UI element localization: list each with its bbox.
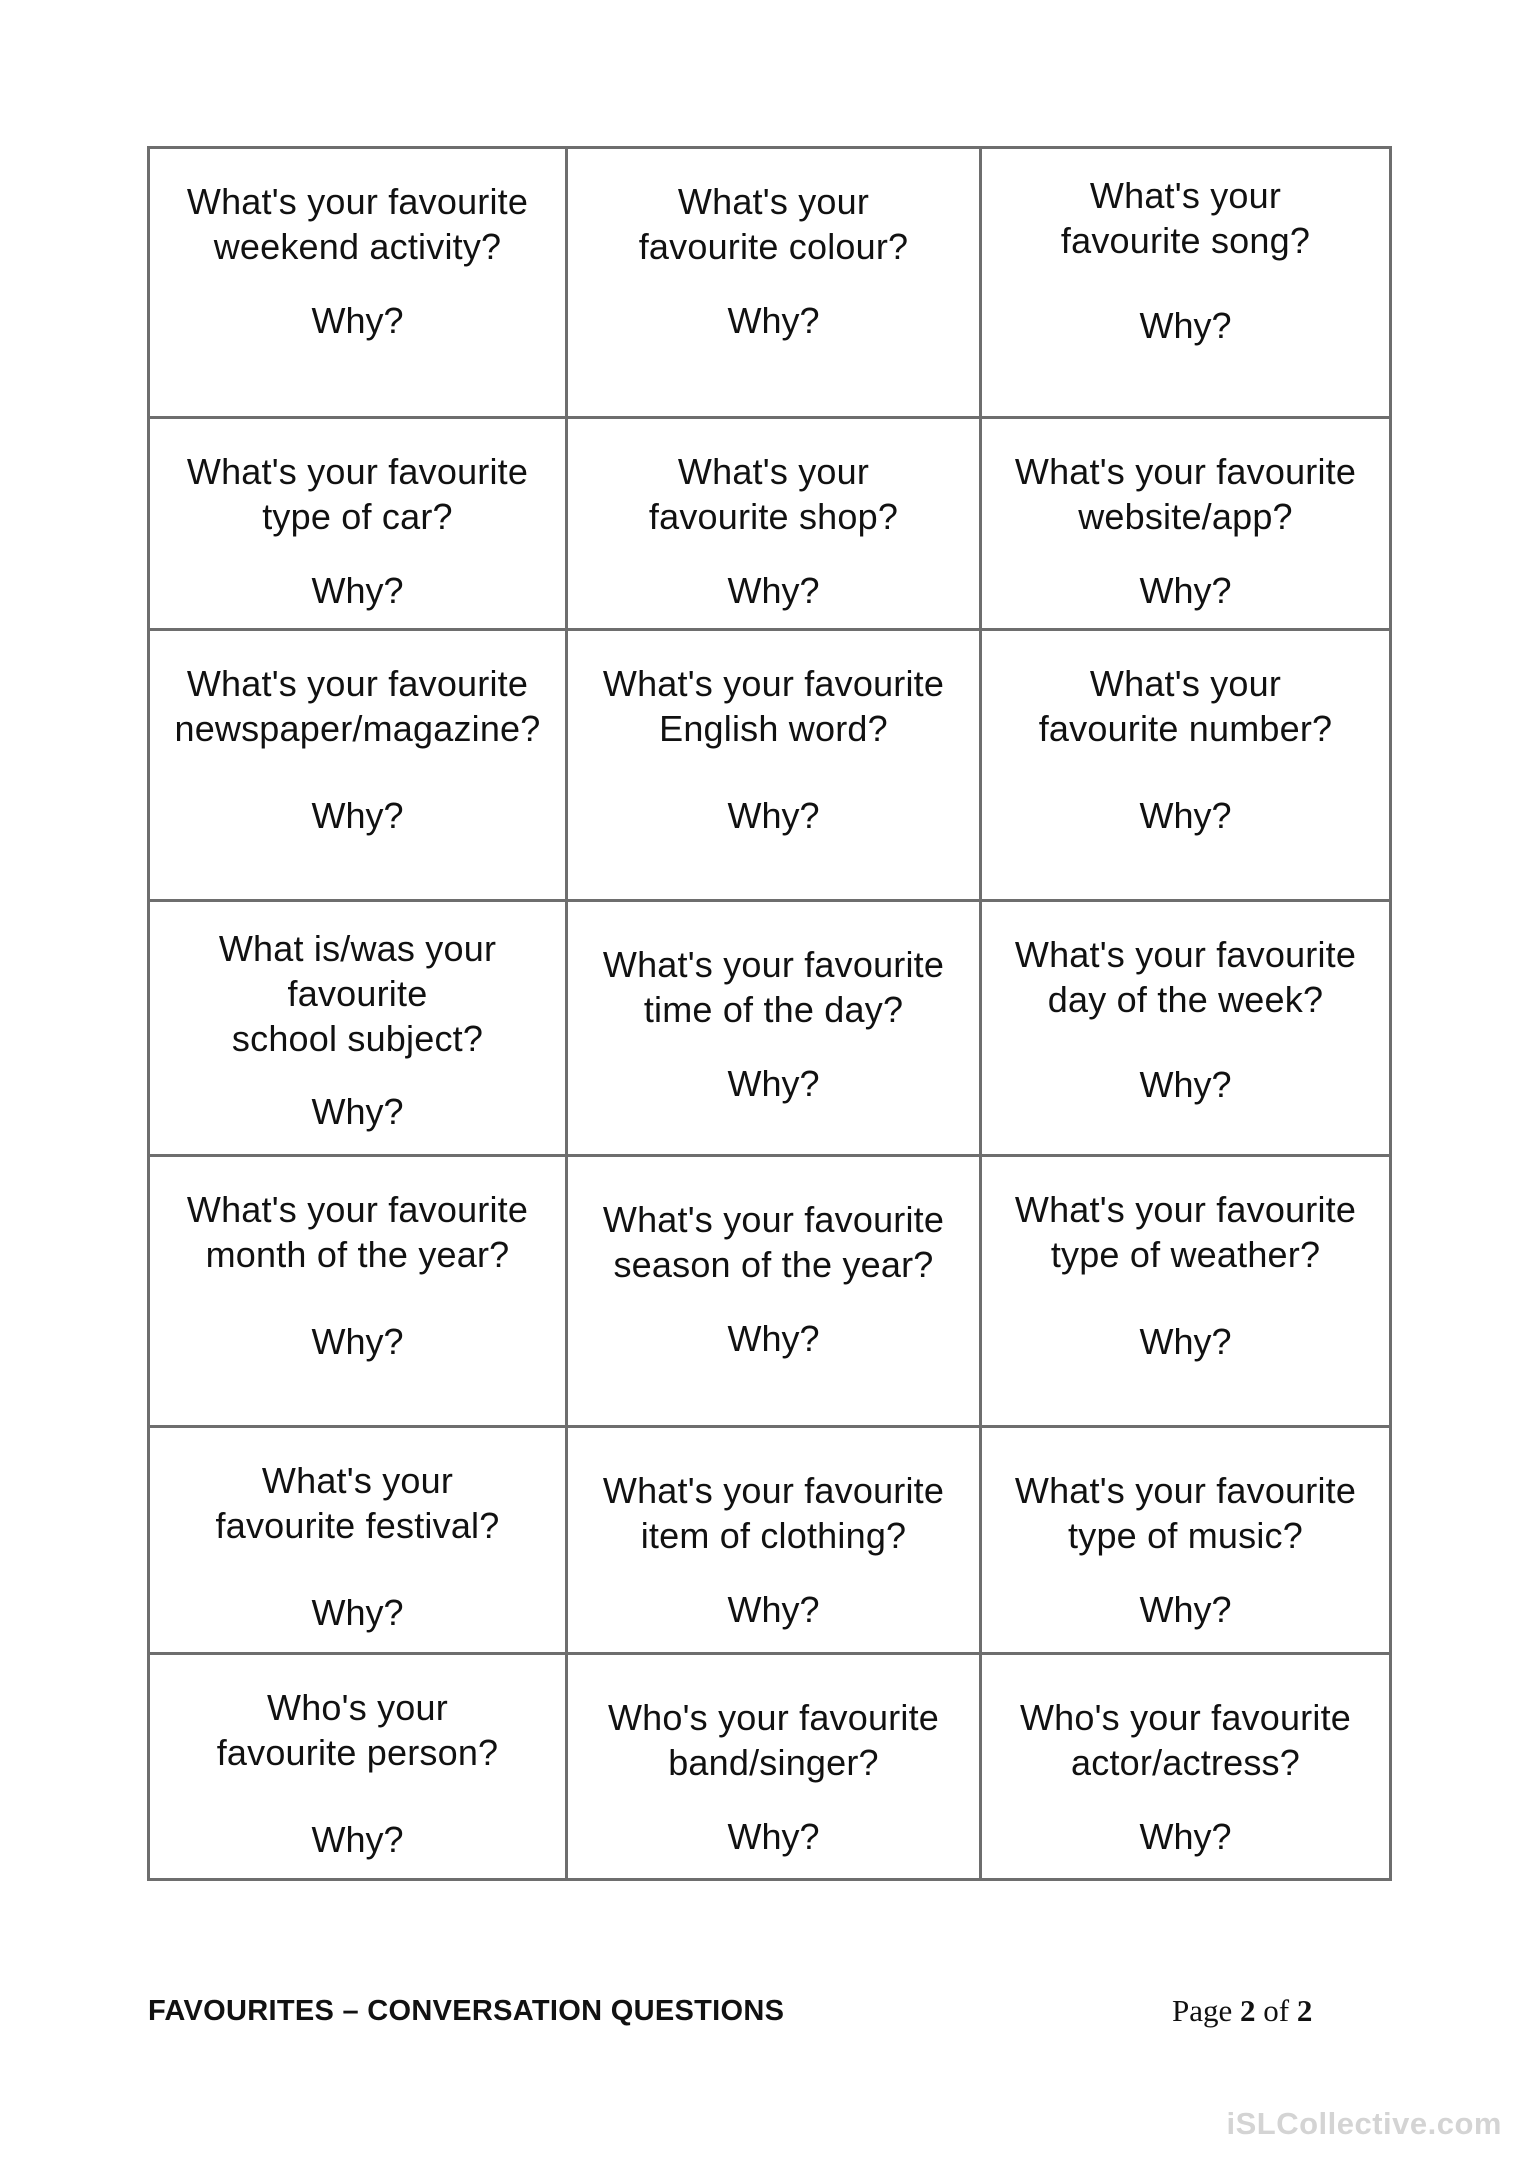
question-card: [150, 902, 568, 1157]
page-current: 2: [1240, 1993, 1256, 2028]
card-question: What's your favourite type of weather?: [1014, 1189, 1357, 1275]
question-card: [982, 1157, 1389, 1428]
question-card: [150, 1157, 568, 1428]
question-card-grid: [147, 146, 1392, 1881]
page-total: 2: [1296, 1993, 1313, 2028]
question-card: [568, 1655, 982, 1878]
question-card: [982, 1428, 1389, 1655]
question-card: [150, 149, 568, 419]
question-card: [568, 1428, 982, 1655]
card-question: Who's your favourite band/singer?: [607, 1697, 939, 1783]
card-why: Why?: [1139, 1321, 1232, 1362]
footer-page-number: [1172, 1993, 1312, 2029]
card-why: Why?: [727, 1589, 820, 1630]
card-question: What's your favourite weekend activity?: [186, 181, 529, 267]
card-why: Why?: [311, 570, 404, 611]
card-why: Why?: [727, 1318, 820, 1359]
card-question: What's your favourite shop?: [648, 451, 899, 537]
question-card: [568, 902, 982, 1157]
card-question: Who's your favourite person?: [216, 1687, 499, 1773]
question-card: [982, 419, 1389, 631]
question-card: [150, 1655, 568, 1878]
card-question: What's your favourite type of car?: [186, 451, 529, 537]
card-why: Why?: [311, 1091, 404, 1132]
card-why: Why?: [727, 1063, 820, 1104]
question-card: [568, 419, 982, 631]
card-question: What's your favourite type of music?: [1014, 1470, 1357, 1556]
card-question: What's your favourite song?: [1060, 175, 1311, 261]
card-question: What's your favourite newspaper/magazine?: [174, 663, 541, 749]
question-card: [150, 631, 568, 902]
card-question: What's your favourite time of the day?: [602, 944, 945, 1030]
question-card: [982, 1655, 1389, 1878]
footer-document-title: FAVOURITES – CONVERSATION QUESTIONS: [148, 1995, 785, 2027]
card-why: Why?: [1139, 570, 1232, 611]
card-why: Why?: [1139, 795, 1232, 836]
card-why: Why?: [1139, 1816, 1232, 1857]
card-question: Who's your favourite actor/actress?: [1019, 1697, 1351, 1783]
question-card: [982, 631, 1389, 902]
question-card: [982, 149, 1389, 419]
question-card: [982, 902, 1389, 1157]
card-why: Why?: [311, 795, 404, 836]
card-why: Why?: [727, 795, 820, 836]
card-question: What's your favourite item of clothing?: [602, 1470, 945, 1556]
card-question: What's your favourite month of the year?: [186, 1189, 529, 1275]
card-question: What's your favourite day of the week?: [1014, 934, 1357, 1020]
question-card: [568, 149, 982, 419]
card-why: Why?: [1139, 1589, 1232, 1630]
card-question: What's your favourite English word?: [602, 663, 945, 749]
card-question: What's your favourite colour?: [638, 181, 909, 267]
page-of: of: [1263, 1993, 1290, 2028]
card-why: Why?: [1139, 305, 1232, 346]
card-why: Why?: [311, 1592, 404, 1633]
site-watermark: iSLCollective.com: [1226, 2106, 1502, 2141]
card-question: What's your favourite festival?: [215, 1460, 500, 1546]
card-question: What's your favourite website/app?: [1014, 451, 1357, 537]
card-question: What is/was your favourite school subject?: [218, 928, 497, 1059]
card-why: Why?: [311, 1321, 404, 1362]
card-why: Why?: [727, 570, 820, 611]
card-why: Why?: [1139, 1064, 1232, 1105]
card-why: Why?: [311, 1819, 404, 1860]
card-question: What's your favourite season of the year?: [602, 1199, 945, 1285]
question-card: [150, 419, 568, 631]
card-why: Why?: [727, 300, 820, 341]
page-label: Page: [1172, 1993, 1233, 2028]
card-why: Why?: [727, 1816, 820, 1857]
card-why: Why?: [311, 300, 404, 341]
question-card: [568, 1157, 982, 1428]
question-card: [150, 1428, 568, 1655]
question-card: [568, 631, 982, 902]
card-question: What's your favourite number?: [1038, 663, 1333, 749]
